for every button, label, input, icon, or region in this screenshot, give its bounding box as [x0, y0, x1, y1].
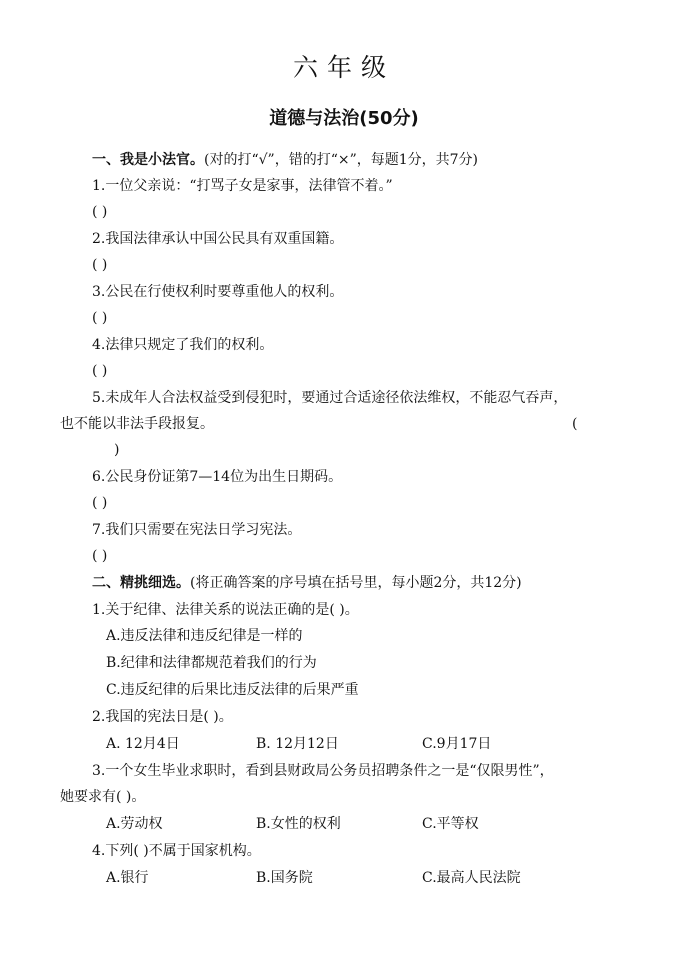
s2-question-4: 4.下列( )不属于国家机构。: [92, 843, 261, 859]
answer-bracket-6: ( ): [92, 495, 108, 511]
answer-bracket-7: ( ): [92, 548, 108, 564]
s2-q1-option-a: A.违反法律和违反纪律是一样的: [106, 628, 303, 644]
answer-bracket-2: ( ): [92, 257, 108, 273]
section1-title: 一、我是小法官。: [92, 152, 204, 168]
section2-heading: [92, 573, 522, 593]
s2-q2-option-c: C.9月17日: [422, 736, 492, 752]
s2-question-3-line2: 她要求有( )。: [60, 789, 146, 805]
s1-question-5-line2: 也不能以非法手段报复。: [60, 416, 214, 432]
grade-title: 六年级: [292, 53, 395, 82]
s2-q1-option-c: C.违反纪律的后果比违反法律的后果严重: [106, 682, 359, 698]
s2-q2-option-b: B. 12月12日: [256, 736, 339, 752]
section2-note: (将正确答案的序号填在括号里，每小题2分，共12分): [190, 575, 522, 591]
answer-bracket-5-close: ): [114, 442, 120, 458]
s1-question-7: 7.我们只需要在宪法日学习宪法。: [92, 522, 302, 538]
section2-title: 二、精挑细选。: [92, 575, 190, 591]
s2-question-2: 2.我国的宪法日是( )。: [92, 709, 233, 725]
s2-q1-option-b: B.纪律和法律都规范着我们的行为: [106, 655, 317, 671]
s2-q2-option-a: A. 12月4日: [106, 736, 180, 752]
section1-heading: [92, 150, 478, 170]
s1-question-2: 2.我国法律承认中国公民具有双重国籍。: [92, 231, 344, 247]
answer-bracket-5-open: (: [572, 416, 578, 432]
s2-question-1: 1.关于纪律、法律关系的说法正确的是( )。: [92, 602, 359, 618]
s1-question-3: 3.公民在行使权利时要尊重他人的权利。: [92, 284, 344, 300]
section1-note: (对的打“√”，错的打“×”，每题1分，共7分): [204, 152, 479, 168]
s2-q4-option-b: B.国务院: [256, 870, 313, 886]
subject-title: 道德与法治(50分): [269, 108, 419, 129]
s1-question-1: 1.一位父亲说：“打骂子女是家事，法律管不着。”: [92, 178, 393, 194]
s2-question-3-line1: 3.一个女生毕业求职时，看到县财政局公务员招聘条件之一是“仅限男性”，: [92, 763, 554, 779]
s1-question-6: 6.公民身份证第7—14位为出生日期码。: [92, 469, 343, 485]
answer-bracket-4: ( ): [92, 363, 108, 379]
s2-q4-option-a: A.银行: [106, 870, 149, 886]
answer-bracket-1: ( ): [92, 204, 108, 220]
s2-q3-option-a: A.劳动权: [106, 816, 163, 832]
s2-q4-option-c: C.最高人民法院: [422, 870, 521, 886]
s1-question-5-line1: 5.未成年人合法权益受到侵犯时，要通过合适途径依法维权，不能忍气吞声，: [92, 390, 568, 406]
s1-question-4: 4.法律只规定了我们的权利。: [92, 337, 274, 353]
answer-bracket-3: ( ): [92, 310, 108, 326]
s2-q3-option-b: B.女性的权利: [256, 816, 341, 832]
s2-q3-option-c: C.平等权: [422, 816, 479, 832]
